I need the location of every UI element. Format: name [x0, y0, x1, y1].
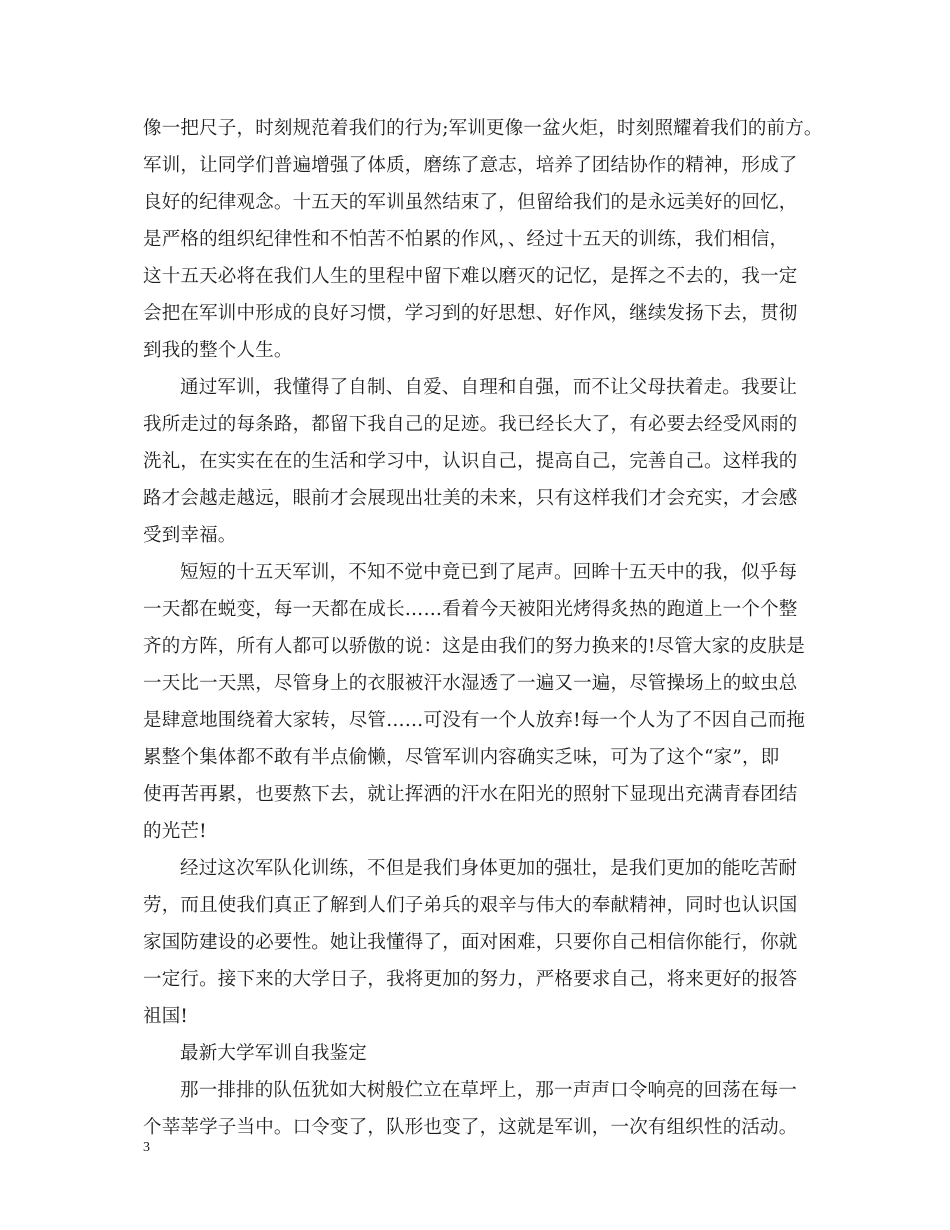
text-line: 家国防建设的必要性。她让我懂得了，面对困难，只要你自己相信你能行，你就 — [143, 932, 798, 953]
text-line: 一天比一天黑，尽管身上的衣服被汗水湿透了一遍又一遍，尽管操场上的蚊虫总 — [143, 673, 798, 694]
text-line: 一定行。接下来的大学日子，我将更加的努力，严格要求自己，将来更好的报答 — [143, 969, 798, 990]
text-line: 军训，让同学们普遍增强了体质，磨练了意志，培养了团结协作的精神，形成了 — [143, 155, 798, 176]
page-number: 3 — [143, 1140, 150, 1155]
text-line: 使再苦再累，也要熬下去，就让挥洒的汗水在阳光的照射下显现出充满青春团结 — [143, 784, 798, 805]
text-line: 这十五天必将在我们人生的里程中留下难以磨灭的记忆，是挥之不去的，我一定 — [143, 266, 798, 287]
text-line: 洗礼，在实实在在的生活和学习中，认识自己，提高自己，完善自己。这样我的 — [143, 451, 798, 472]
text-line: 受到幸福。 — [143, 525, 237, 546]
text-line: 累整个集体都不敢有半点偷懒，尽管军训内容确实乏味，可为了这个“家”，即 — [143, 747, 780, 768]
text-line: 到我的整个人生。 — [143, 340, 293, 361]
section-heading: 最新大学军训自我鉴定 — [180, 1043, 368, 1064]
text-line: 个莘莘学子当中。口令变了，队形也变了，这就是军训，一次有组织性的活动。 — [143, 1117, 798, 1138]
text-line: 良好的纪律观念。十五天的军训虽然结束了，但留给我们的是永远美好的回忆， — [143, 192, 798, 213]
text-line: 会把在军训中形成的良好习惯，学习到的好思想、好作风，继续发扬下去，贯彻 — [143, 303, 798, 324]
paragraph-first-line: 通过军训，我懂得了自制、自爱、自理和自强，而不让父母扶着走。我要让 — [180, 377, 798, 398]
text-line: 的光芒! — [143, 821, 207, 842]
text-line: 劳，而且使我们真正了解到人们子弟兵的艰辛与伟大的奉献精神，同时也认识国 — [143, 895, 798, 916]
paragraph-first-line: 那一排排的队伍犹如大树般伫立在草坪上，那一声声口令响亮的回荡在每一 — [180, 1080, 798, 1101]
paragraph-first-line: 经过这次军队化训练，不但是我们身体更加的强壮，是我们更加的能吃苦耐 — [180, 858, 798, 879]
text-line: 是肆意地围绕着大家转，尽管……可没有一个人放弃!每一个人为了不因自己而拖 — [143, 710, 806, 731]
paragraph-first-line: 短短的十五天军训，不知不觉中竟已到了尾声。回眸十五天中的我，似乎每 — [180, 562, 798, 583]
text-line: 我所走过的每条路，都留下我自己的足迹。我已经长大了，有必要去经受风雨的 — [143, 414, 798, 435]
text-line: 一天都在蜕变，每一天都在成长……看着今天被阳光烤得炙热的跑道上一个个整 — [143, 599, 798, 620]
text-line: 祖国! — [143, 1006, 189, 1027]
text-line: 路才会越走越远，眼前才会展现出壮美的未来，只有这样我们才会充实，才会感 — [143, 488, 798, 509]
text-line: 是严格的组织纪律性和不怕苦不怕累的作风，、经过十五天的训练，我们相信， — [143, 229, 789, 250]
text-line: 像一把尺子，时刻规范着我们的行为;军训更像一盆火炬，时刻照耀着我们的前方。 — [143, 118, 823, 139]
text-line: 齐的方阵，所有人都可以骄傲的说：这是由我们的努力换来的!尽管大家的皮肤是 — [143, 636, 806, 657]
